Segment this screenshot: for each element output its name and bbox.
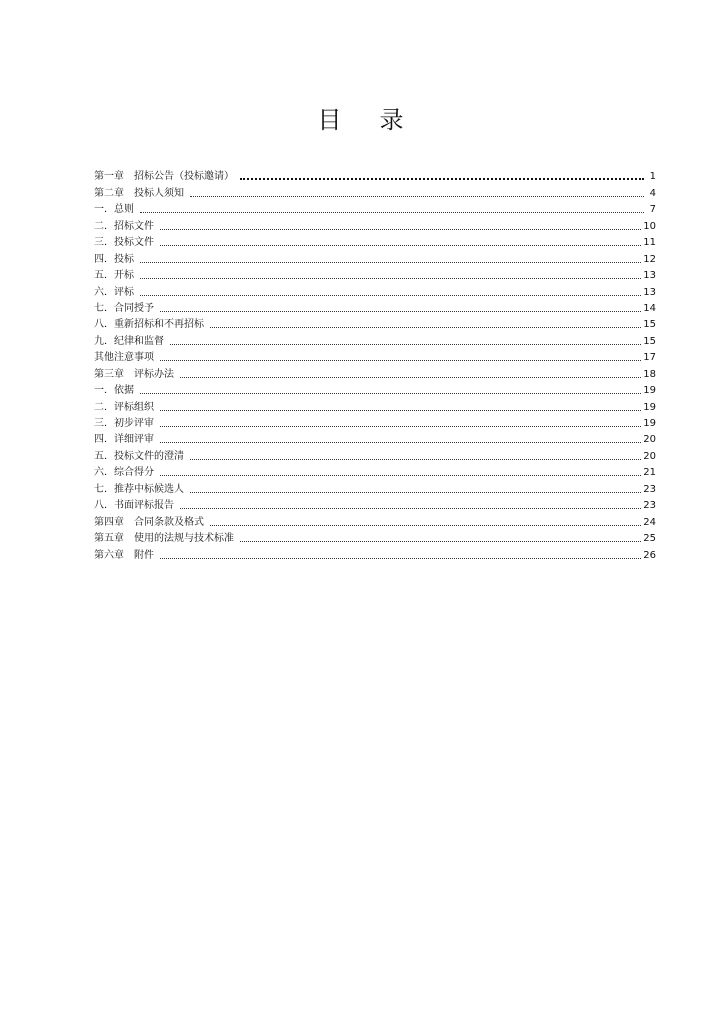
toc-entry[interactable]	[94, 364, 656, 380]
toc-entry[interactable]	[94, 479, 656, 495]
toc-entry-page-number: 17	[643, 352, 656, 364]
toc-entry[interactable]	[94, 397, 656, 413]
toc-leader-dots	[140, 261, 641, 263]
toc-leader-dots	[210, 524, 641, 526]
toc-entry-label: 三．投标文件	[94, 237, 154, 249]
toc-leader-dots	[210, 326, 641, 328]
title-char-2: 录	[379, 106, 406, 134]
toc-entry-label: 二．招标文件	[94, 220, 154, 232]
toc-entry[interactable]	[94, 331, 656, 347]
toc-entry-page-number: 23	[643, 483, 656, 495]
toc-leader-dots	[160, 557, 641, 559]
toc-entry-label: 一．依据	[94, 385, 134, 397]
toc-leader-dots	[160, 474, 641, 476]
toc-entry-page-number: 20	[643, 434, 656, 446]
toc-entry-label: 二．评标组织	[94, 401, 154, 413]
toc-entry[interactable]	[94, 381, 656, 397]
toc-entry-label: 七．合同授予	[94, 302, 154, 314]
toc-entry-page-number: 1	[649, 171, 656, 183]
title-char-1: 目	[317, 106, 344, 134]
toc-entry[interactable]	[94, 315, 656, 331]
toc-entry-label: 四．详细评审	[94, 434, 154, 446]
toc-entry[interactable]	[94, 299, 656, 315]
toc-entry-label: 三．初步评审	[94, 418, 154, 429]
toc-leader-dots	[140, 211, 644, 213]
toc-entry-label: 七．推荐中标候选人	[94, 483, 184, 495]
toc-entry-label: 五．投标文件的澄清	[94, 450, 184, 462]
toc-leader-dots	[160, 409, 641, 411]
toc-entry-page-number: 25	[643, 533, 656, 545]
toc-entry-label: 第五章 使用的法规与技术标准	[94, 533, 234, 545]
table-of-contents	[94, 167, 656, 562]
toc-entry-label: 六．综合得分	[94, 467, 154, 479]
toc-entry[interactable]	[94, 233, 656, 249]
toc-leader-dots	[160, 425, 641, 427]
page-title	[0, 100, 723, 135]
toc-leader-dots	[240, 540, 641, 542]
toc-leader-dots	[190, 195, 644, 197]
toc-entry-page-number: 13	[643, 270, 656, 282]
toc-entry-label: 八．书面评标报告	[94, 500, 174, 512]
toc-entry[interactable]	[94, 430, 656, 446]
toc-entry[interactable]	[94, 183, 656, 199]
toc-entry-page-number: 4	[649, 187, 656, 199]
toc-entry[interactable]	[94, 545, 656, 561]
toc-entry[interactable]	[94, 167, 656, 183]
toc-entry[interactable]	[94, 348, 656, 364]
toc-entry-page-number: 11	[643, 237, 656, 249]
toc-entry-label: 六．评标	[94, 286, 134, 298]
toc-entry-page-number: 15	[643, 319, 656, 331]
toc-entry[interactable]	[94, 529, 656, 545]
toc-leader-dots	[140, 294, 641, 296]
toc-entry-label: 八．重新招标和不再招标	[94, 319, 204, 331]
toc-leader-dots	[170, 343, 641, 345]
toc-entry-page-number: 21	[643, 467, 656, 479]
toc-leader-dots	[190, 458, 641, 460]
toc-leader-dots	[240, 177, 644, 180]
toc-entry-label: 四．投标	[94, 253, 134, 265]
toc-entry[interactable]	[94, 282, 656, 298]
toc-entry-page-number: 12	[643, 253, 656, 265]
toc-leader-dots	[160, 359, 641, 361]
toc-entry-page-number: 26	[643, 549, 656, 561]
toc-entry[interactable]	[94, 266, 656, 282]
toc-entry[interactable]	[94, 446, 656, 462]
toc-leader-dots	[140, 277, 641, 279]
toc-entry-label: 一．总则	[94, 204, 134, 216]
toc-leader-dots	[160, 441, 641, 443]
toc-entry[interactable]	[94, 249, 656, 265]
toc-entry-page-number: 14	[643, 302, 656, 314]
toc-entry-label: 第四章 合同条款及格式	[94, 516, 204, 528]
toc-leader-dots	[180, 507, 641, 509]
toc-leader-dots	[180, 376, 641, 378]
toc-entry-label: 其他注意事项	[94, 352, 154, 364]
toc-entry-page-number: 19	[643, 385, 656, 397]
toc-entry-page-number: 7	[649, 204, 656, 216]
toc-entry[interactable]	[94, 200, 656, 216]
toc-leader-dots	[190, 491, 641, 493]
toc-leader-dots	[160, 228, 641, 230]
toc-entry-page-number: 19	[643, 418, 656, 429]
toc-entry-label: 五．开标	[94, 270, 134, 282]
toc-entry-page-number: 10	[643, 220, 656, 232]
toc-entry-page-number: 19	[643, 401, 656, 413]
toc-entry-label: 第二章 投标人须知	[94, 187, 184, 199]
toc-entry-label: 第三章 评标办法	[94, 368, 174, 380]
toc-leader-dots	[160, 310, 641, 312]
toc-entry-label: 第六章 附件	[94, 549, 154, 561]
toc-entry-label: 第一章 招标公告（投标邀请）	[94, 171, 234, 183]
toc-entry-page-number: 18	[643, 368, 656, 380]
toc-entry-label: 九．纪律和监督	[94, 335, 164, 347]
toc-entry[interactable]	[94, 496, 656, 512]
toc-entry[interactable]	[94, 216, 656, 232]
toc-entry-page-number: 23	[643, 500, 656, 512]
toc-entry[interactable]	[94, 414, 656, 430]
toc-leader-dots	[140, 392, 641, 394]
toc-entry-page-number: 13	[643, 286, 656, 298]
toc-leader-dots	[160, 244, 641, 246]
toc-entry-page-number: 24	[643, 516, 656, 528]
toc-entry[interactable]	[94, 512, 656, 528]
toc-entry[interactable]	[94, 463, 656, 479]
toc-entry-page-number: 20	[643, 450, 656, 462]
toc-entry-page-number: 15	[643, 335, 656, 347]
